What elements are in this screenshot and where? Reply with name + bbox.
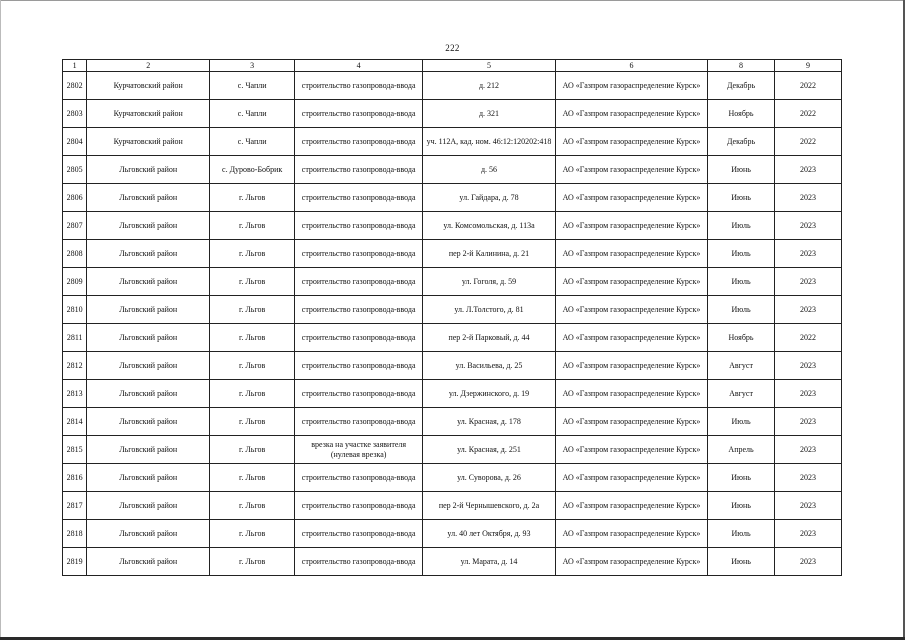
organization-cell: АО «Газпром газораспределение Курск» — [555, 184, 707, 212]
locality-cell: г. Льгов — [210, 464, 295, 492]
year-cell: 2023 — [775, 156, 842, 184]
organization-cell: АО «Газпром газораспределение Курск» — [555, 324, 707, 352]
work-type-cell: строительство газопровода-ввода — [295, 408, 423, 436]
organization-cell: АО «Газпром газораспределение Курск» — [555, 296, 707, 324]
address-cell: ул. Комсомольская, д. 113а — [423, 212, 556, 240]
table-row — [63, 128, 842, 156]
month-cell: Декабрь — [708, 128, 775, 156]
organization-cell: АО «Газпром газораспределение Курск» — [555, 240, 707, 268]
district-cell: Льговский район — [87, 296, 210, 324]
column-number: 2 — [87, 60, 210, 72]
locality-cell: г. Льгов — [210, 380, 295, 408]
year-cell: 2023 — [775, 212, 842, 240]
scan-border-left — [0, 0, 1, 640]
table-row — [63, 184, 842, 212]
year-cell: 2023 — [775, 548, 842, 576]
organization-cell: АО «Газпром газораспределение Курск» — [555, 380, 707, 408]
month-cell: Июль — [708, 296, 775, 324]
address-cell: ул. Суворова, д. 26 — [423, 464, 556, 492]
table-row — [63, 436, 842, 464]
district-cell: Льговский район — [87, 380, 210, 408]
address-cell: пер 2-й Парковый, д. 44 — [423, 324, 556, 352]
scan-border-top — [0, 0, 905, 1]
locality-cell: г. Льгов — [210, 184, 295, 212]
year-cell: 2022 — [775, 324, 842, 352]
year-cell: 2023 — [775, 380, 842, 408]
record-number-cell: 2811 — [63, 324, 87, 352]
month-cell: Июнь — [708, 184, 775, 212]
organization-cell: АО «Газпром газораспределение Курск» — [555, 436, 707, 464]
address-cell: ул. Л.Толстого, д. 81 — [423, 296, 556, 324]
work-type-cell: строительство газопровода-ввода — [295, 156, 423, 184]
organization-cell: АО «Газпром газораспределение Курск» — [555, 520, 707, 548]
month-cell: Июль — [708, 520, 775, 548]
district-cell: Льговский район — [87, 324, 210, 352]
work-type-cell: строительство газопровода-ввода — [295, 100, 423, 128]
year-cell: 2022 — [775, 100, 842, 128]
work-type-cell: строительство газопровода-ввода — [295, 548, 423, 576]
work-type-cell: строительство газопровода-ввода — [295, 324, 423, 352]
locality-cell: г. Льгов — [210, 408, 295, 436]
column-number: 6 — [555, 60, 707, 72]
table-row — [63, 100, 842, 128]
address-cell: ул. Красная, д. 251 — [423, 436, 556, 464]
month-cell: Июнь — [708, 464, 775, 492]
table-row — [63, 520, 842, 548]
district-cell: Льговский район — [87, 240, 210, 268]
organization-cell: АО «Газпром газораспределение Курск» — [555, 156, 707, 184]
work-type-cell: строительство газопровода-ввода — [295, 352, 423, 380]
locality-cell: г. Льгов — [210, 548, 295, 576]
record-number-cell: 2814 — [63, 408, 87, 436]
district-cell: Льговский район — [87, 520, 210, 548]
record-number-cell: 2803 — [63, 100, 87, 128]
work-type-cell: строительство газопровода-ввода — [295, 72, 423, 100]
month-cell: Июль — [708, 212, 775, 240]
address-cell: ул. Дзержинского, д. 19 — [423, 380, 556, 408]
locality-cell: с. Чапли — [210, 72, 295, 100]
month-cell: Ноябрь — [708, 100, 775, 128]
organization-cell: АО «Газпром газораспределение Курск» — [555, 268, 707, 296]
district-cell: Льговский район — [87, 492, 210, 520]
work-type-cell: строительство газопровода-ввода — [295, 128, 423, 156]
month-cell: Ноябрь — [708, 324, 775, 352]
table-row — [63, 240, 842, 268]
month-cell: Апрель — [708, 436, 775, 464]
record-number-cell: 2807 — [63, 212, 87, 240]
work-type-cell: строительство газопровода-ввода — [295, 492, 423, 520]
year-cell: 2023 — [775, 492, 842, 520]
locality-cell: с. Чапли — [210, 128, 295, 156]
organization-cell: АО «Газпром газораспределение Курск» — [555, 408, 707, 436]
record-number-cell: 2812 — [63, 352, 87, 380]
table-body — [63, 72, 842, 576]
month-cell: Июнь — [708, 548, 775, 576]
table-row — [63, 464, 842, 492]
work-type-cell: строительство газопровода-ввода — [295, 296, 423, 324]
organization-cell: АО «Газпром газораспределение Курск» — [555, 352, 707, 380]
address-cell: д. 212 — [423, 72, 556, 100]
table-row — [63, 72, 842, 100]
table-row — [63, 352, 842, 380]
district-cell: Льговский район — [87, 184, 210, 212]
table-row — [63, 268, 842, 296]
organization-cell: АО «Газпром газораспределение Курск» — [555, 548, 707, 576]
work-type-cell: строительство газопровода-ввода — [295, 464, 423, 492]
table-row — [63, 156, 842, 184]
year-cell: 2023 — [775, 520, 842, 548]
year-cell: 2022 — [775, 128, 842, 156]
month-cell: Июль — [708, 240, 775, 268]
record-number-cell: 2813 — [63, 380, 87, 408]
address-cell: ул. Красная, д. 178 — [423, 408, 556, 436]
address-cell: д. 321 — [423, 100, 556, 128]
locality-cell: г. Льгов — [210, 212, 295, 240]
work-type-cell: строительство газопровода-ввода — [295, 184, 423, 212]
record-number-cell: 2805 — [63, 156, 87, 184]
year-cell: 2023 — [775, 296, 842, 324]
table-row — [63, 380, 842, 408]
address-cell: д. 56 — [423, 156, 556, 184]
district-cell: Льговский район — [87, 436, 210, 464]
address-cell: ул. 40 лет Октября, д. 93 — [423, 520, 556, 548]
district-cell: Льговский район — [87, 408, 210, 436]
address-cell: ул. Гоголя, д. 59 — [423, 268, 556, 296]
locality-cell: г. Льгов — [210, 296, 295, 324]
record-number-cell: 2818 — [63, 520, 87, 548]
works-table — [62, 59, 842, 576]
address-cell: ул. Гайдара, д. 78 — [423, 184, 556, 212]
address-cell: ул. Васильева, д. 25 — [423, 352, 556, 380]
work-type-cell: строительство газопровода-ввода — [295, 240, 423, 268]
district-cell: Льговский район — [87, 268, 210, 296]
district-cell: Льговский район — [87, 156, 210, 184]
record-number-cell: 2819 — [63, 548, 87, 576]
district-cell: Льговский район — [87, 464, 210, 492]
column-number: 4 — [295, 60, 423, 72]
locality-cell: г. Льгов — [210, 436, 295, 464]
district-cell: Курчатовский район — [87, 128, 210, 156]
year-cell: 2023 — [775, 408, 842, 436]
column-number-row — [63, 60, 842, 72]
district-cell: Курчатовский район — [87, 100, 210, 128]
record-number-cell: 2809 — [63, 268, 87, 296]
organization-cell: АО «Газпром газораспределение Курск» — [555, 212, 707, 240]
address-cell: уч. 112А, кад. ном. 46:12:120202:418 — [423, 128, 556, 156]
page-number: 222 — [445, 43, 460, 53]
locality-cell: с. Дурово-Бобрик — [210, 156, 295, 184]
table-row — [63, 324, 842, 352]
column-number: 5 — [423, 60, 556, 72]
district-cell: Льговский район — [87, 548, 210, 576]
address-cell: ул. Марата, д. 14 — [423, 548, 556, 576]
column-number: 8 — [708, 60, 775, 72]
column-number: 1 — [63, 60, 87, 72]
locality-cell: г. Льгов — [210, 268, 295, 296]
record-number-cell: 2817 — [63, 492, 87, 520]
locality-cell: г. Льгов — [210, 520, 295, 548]
month-cell: Июнь — [708, 492, 775, 520]
column-number: 3 — [210, 60, 295, 72]
year-cell: 2023 — [775, 268, 842, 296]
record-number-cell: 2806 — [63, 184, 87, 212]
table-row — [63, 548, 842, 576]
district-cell: Курчатовский район — [87, 72, 210, 100]
record-number-cell: 2816 — [63, 464, 87, 492]
locality-cell: г. Льгов — [210, 240, 295, 268]
year-cell: 2023 — [775, 436, 842, 464]
record-number-cell: 2810 — [63, 296, 87, 324]
table-row — [63, 408, 842, 436]
work-type-cell: строительство газопровода-ввода — [295, 380, 423, 408]
district-cell: Льговский район — [87, 212, 210, 240]
table-row — [63, 492, 842, 520]
year-cell: 2023 — [775, 464, 842, 492]
organization-cell: АО «Газпром газораспределение Курск» — [555, 128, 707, 156]
locality-cell: г. Льгов — [210, 352, 295, 380]
year-cell: 2023 — [775, 240, 842, 268]
year-cell: 2023 — [775, 184, 842, 212]
column-number: 9 — [775, 60, 842, 72]
year-cell: 2022 — [775, 72, 842, 100]
table-row — [63, 296, 842, 324]
locality-cell: с. Чапли — [210, 100, 295, 128]
district-cell: Льговский район — [87, 352, 210, 380]
record-number-cell: 2808 — [63, 240, 87, 268]
locality-cell: г. Льгов — [210, 324, 295, 352]
work-type-cell: строительство газопровода-ввода — [295, 268, 423, 296]
month-cell: Декабрь — [708, 72, 775, 100]
table-row — [63, 212, 842, 240]
year-cell: 2023 — [775, 352, 842, 380]
record-number-cell: 2815 — [63, 436, 87, 464]
month-cell: Июль — [708, 268, 775, 296]
record-number-cell: 2804 — [63, 128, 87, 156]
month-cell: Август — [708, 380, 775, 408]
work-type-cell: строительство газопровода-ввода — [295, 212, 423, 240]
locality-cell: г. Льгов — [210, 492, 295, 520]
organization-cell: АО «Газпром газораспределение Курск» — [555, 72, 707, 100]
address-cell: пер 2-й Калинина, д. 21 — [423, 240, 556, 268]
organization-cell: АО «Газпром газораспределение Курск» — [555, 464, 707, 492]
work-type-cell: строительство газопровода-ввода — [295, 520, 423, 548]
address-cell: пер 2-й Чернышевского, д. 2а — [423, 492, 556, 520]
month-cell: Август — [708, 352, 775, 380]
month-cell: Июнь — [708, 156, 775, 184]
organization-cell: АО «Газпром газораспределение Курск» — [555, 492, 707, 520]
organization-cell: АО «Газпром газораспределение Курск» — [555, 100, 707, 128]
record-number-cell: 2802 — [63, 72, 87, 100]
work-type-cell: врезка на участке заявителя (нулевая врезка) — [295, 436, 423, 464]
month-cell: Июль — [708, 408, 775, 436]
